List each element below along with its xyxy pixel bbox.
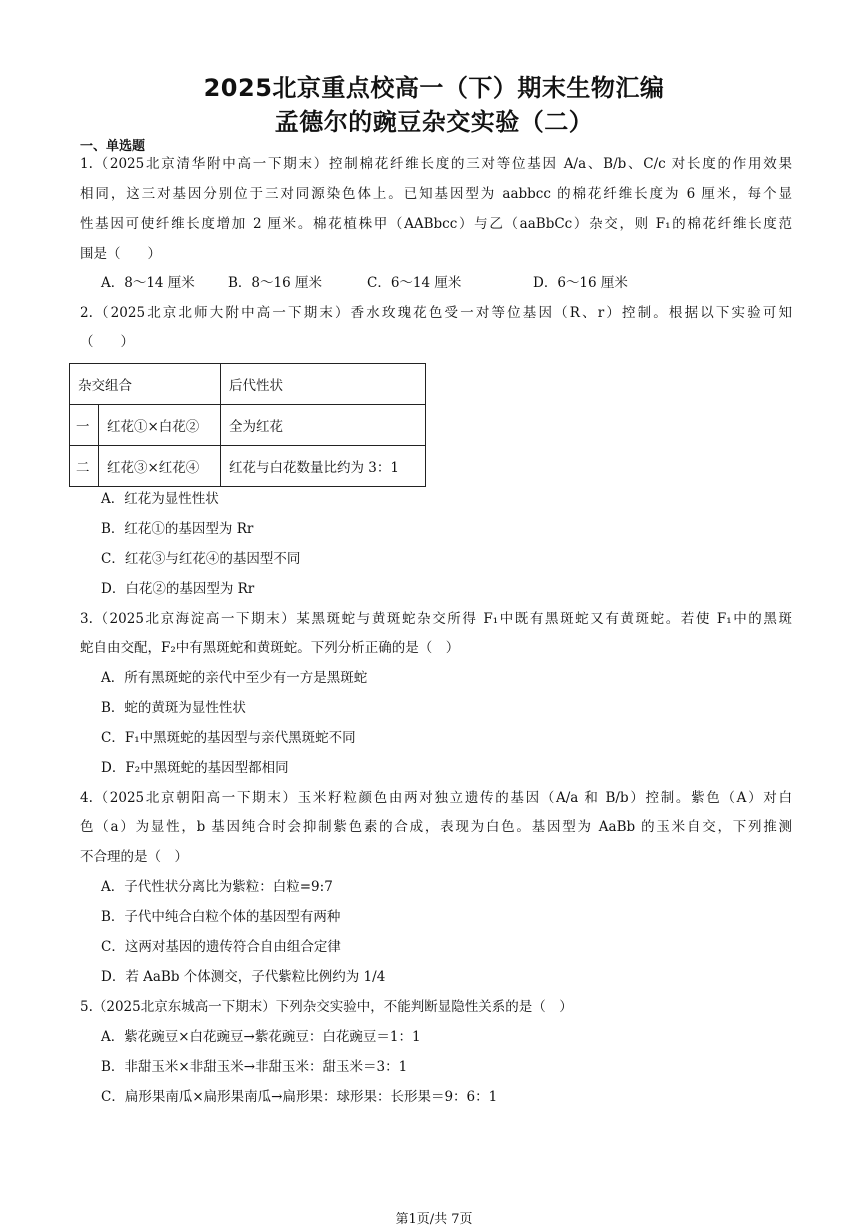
table-header-cell: 杂交组合 — [70, 364, 221, 405]
q5-line-1: 5.（2025北京东城高一下期末）下列杂交实验中，不能判断显隐性关系的是（ ） — [80, 999, 573, 1015]
section-label: 一、单选题 — [80, 139, 146, 154]
q2-option-d: D．白花②的基因型为 Rr — [101, 581, 255, 597]
cross-table — [69, 363, 426, 487]
q3-option-c: C．F₁中黑斑蛇的基因型与亲代黑斑蛇不同 — [101, 730, 356, 746]
table-row — [70, 446, 426, 487]
table-cell: 红花与白花数量比约为 3：1 — [221, 446, 426, 487]
q2-option-a: A．红花为显性性状 — [101, 491, 219, 507]
q2-option-c: C．红花③与红花④的基因型不同 — [101, 551, 301, 567]
q3-option-a: A．所有黑斑蛇的亲代中至少有一方是黑斑蛇 — [101, 670, 368, 686]
page-number: 第1页/共 7页 — [395, 1212, 473, 1227]
q2-line-1: 2.（2025北京北师大附中高一下期末）香水玫瑰花色受一对等位基因（R、r）控制。根据以下实验可知 — [80, 305, 792, 321]
table-header-row — [70, 364, 426, 405]
q3-option-b: B．蛇的黄斑为显性性状 — [101, 700, 246, 716]
q4-line-1: 4.（2025北京朝阳高一下期末）玉米籽粒颜色由两对独立遗传的基因（A/a 和 B/b）控制。紫色（A）对白 — [80, 790, 792, 806]
q1-option-c: C．6～14 厘米 — [367, 275, 462, 291]
table-cell: 二 — [70, 446, 99, 487]
q5-option-b: B．非甜玉米×非甜玉米→非甜玉米：甜玉米＝3：1 — [101, 1059, 408, 1075]
q1-option-a: A．8～14 厘米 — [101, 275, 195, 291]
page-title-line2: 孟德尔的豌豆杂交实验（二） — [274, 108, 594, 136]
table-cell: 红花③×红花④ — [99, 446, 221, 487]
q1-options — [101, 274, 628, 292]
q3-line-2: 蛇自由交配，F₂中有黑斑蛇和黄斑蛇。下列分析正确的是（ ） — [80, 640, 460, 656]
q4-option-c: C．这两对基因的遗传符合自由组合定律 — [101, 939, 341, 955]
q1-line-3: 性基因可使纤维长度增加 2 厘米。棉花植株甲（AABbcc）与乙（aaBbCc）杂交，则 F₁的棉花纤维长度范 — [80, 216, 792, 232]
page-title-line1: 2025北京重点校高一（下）期末生物汇编 — [203, 74, 665, 102]
table-header-cell: 后代性状 — [221, 364, 426, 405]
q2-line-2: （ ） — [80, 334, 134, 350]
table-cell: 一 — [70, 405, 99, 446]
q4-option-d: D．若 AaBb 个体测交，子代紫粒比例约为 1/4 — [101, 969, 386, 985]
q4-line-3: 不合理的是（ ） — [80, 849, 188, 865]
q3-option-d: D．F₂中黑斑蛇的基因型都相同 — [101, 760, 289, 776]
q2-option-b: B．红花①的基因型为 Rr — [101, 521, 254, 537]
q4-option-a: A．子代性状分离比为紫粒：白粒=9:7 — [101, 879, 333, 895]
q4-option-b: B．子代中纯合白粒个体的基因型有两种 — [101, 909, 341, 925]
table-row — [70, 405, 426, 446]
q5-option-a: A．紫花豌豆×白花豌豆→紫花豌豆：白花豌豆＝1：1 — [101, 1029, 421, 1045]
q1-option-b: B．8～16 厘米 — [228, 275, 322, 291]
q3-line-1: 3.（2025北京海淀高一下期末）某黑斑蛇与黄斑蛇杂交所得 F₁中既有黑斑蛇又有黄斑蛇。若使 F₁中的黑斑 — [80, 611, 792, 627]
q1-option-d: D．6～16 厘米 — [533, 275, 628, 291]
table-cell: 红花①×白花② — [99, 405, 221, 446]
q4-line-2: 色（a）为显性，b 基因纯合时会抑制紫色素的合成，表现为白色。基因型为 AaBb 的玉米自交，下列推测 — [80, 819, 792, 835]
q5-option-c: C．扁形果南瓜×扁形果南瓜→扁形果：球形果：长形果＝9：6：1 — [101, 1089, 498, 1105]
q1-line-2: 相同，这三对基因分别位于三对同源染色体上。已知基因型为 aabbcc 的棉花纤维长度为 6 厘米，每个显 — [80, 186, 792, 202]
q1-line-1: 1.（2025北京清华附中高一下期末）控制棉花纤维长度的三对等位基因 A/a、B/b、C/c 对长度的作用效果 — [80, 156, 792, 172]
q1-line-4: 围是（ ） — [80, 246, 161, 262]
table-cell: 全为红花 — [221, 405, 426, 446]
